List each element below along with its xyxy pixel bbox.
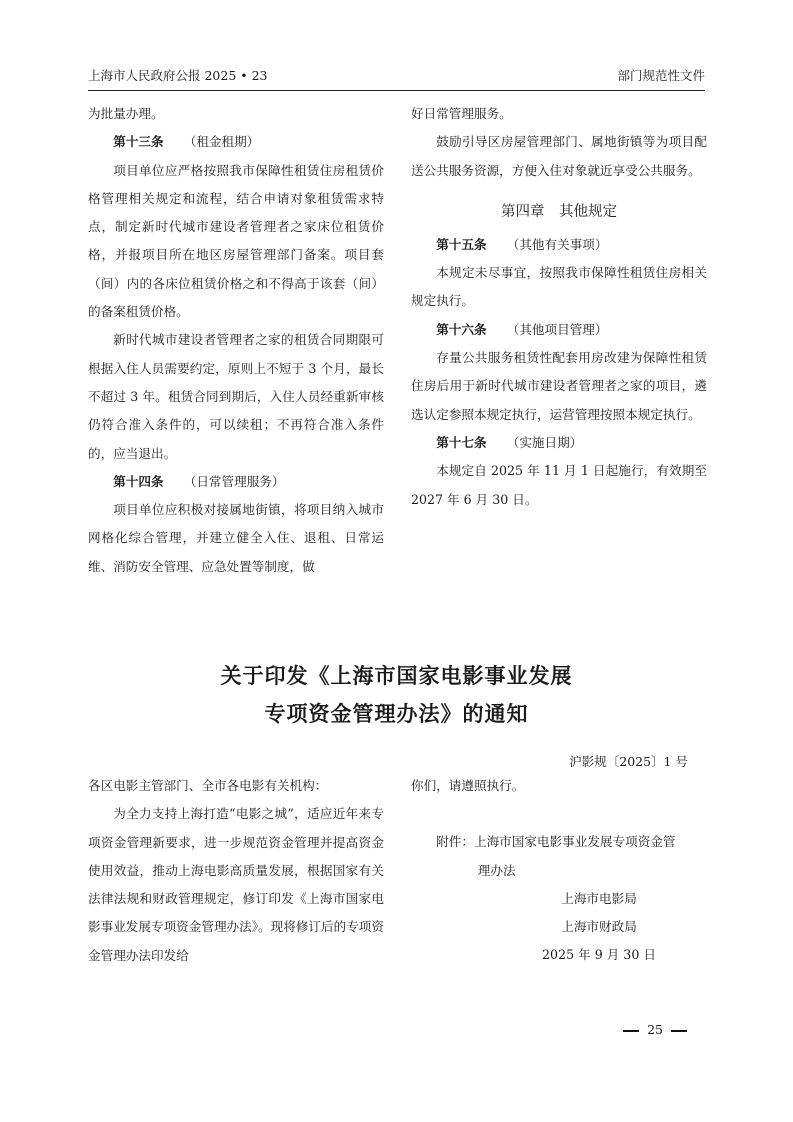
article-title: （实施日期） [506, 434, 583, 450]
paragraph: 本规定未尽事宜，按照我市保障性租赁住房相关规定执行。 [411, 265, 707, 309]
notice-left-column [88, 772, 384, 970]
article-title: （租金租期） [183, 134, 260, 150]
notice-title-line-2: 专项资金管理办法》的通知 [264, 702, 529, 726]
page-header [88, 66, 705, 88]
paragraph: 本规定自 2025 年 11 月 1 日起施行，有效期至 2027 年 6 月 30 日。 [411, 463, 707, 507]
notice-right-column [411, 772, 707, 970]
article-number: 第十七条 [436, 434, 487, 450]
journal-title: 上海市人民政府公报 2025 • 23 [88, 68, 268, 83]
document-number: 沪影规〔2025〕1 号 [569, 754, 688, 769]
paragraph: 为批量办理。 [88, 106, 164, 121]
paragraph: 项目单位应积极对接属地街镇，将项目纳入城市网格化综合管理，并建立健全入住、退租、日常运维、消防安全管理、应急处置等制度，做 [88, 502, 384, 574]
section-category: 部门规范性文件 [617, 68, 705, 83]
section1-right-column [411, 100, 707, 514]
dash-left [623, 1030, 639, 1032]
spacer [411, 800, 707, 828]
attachment-line: 附件：上海市国家电影事业发展专项资金管 [436, 834, 676, 850]
attachment-line-continued: 理办法 [477, 862, 516, 878]
notice-body: 为全力支持上海打造“电影之城”，适应近年来专项资金管理新要求，进一步规范资金管理并提高资金使用效益，推动上海电影高质量发展，根据国家有关法律法规和财政管理规定，修订印发《上海市国家电影事业发展专项资金管理办法》。现将修订后的专项资金管理办法印发给 [88, 806, 384, 963]
article-title: （其他有关事项） [506, 236, 608, 252]
issuer: 上海市财政局 [561, 919, 637, 935]
paragraph: 鼓励引导区房屋管理部门、属地街镇等为项目配送公共服务资源，方便入住对象就近享受公共服务。 [411, 134, 707, 178]
article-13-heading [88, 128, 384, 156]
dash-right [671, 1030, 687, 1032]
article-16-heading [411, 316, 707, 344]
paragraph: 项目单位应严格按照我市保障性租赁住房租赁价格管理相关规定和流程，结合申请对象租赁需求特点，制定新时代城市建设者管理者之家床位租赁价格，并报项目所在地区房屋管理部门备案。项目套（间）内的各床位租赁价格之和不得高于该套（间）的备案租赁价格。 [88, 162, 384, 320]
article-17-heading [411, 429, 707, 457]
article-number: 第十五条 [436, 236, 487, 252]
article-number: 第十六条 [436, 321, 487, 337]
chapter-heading: 第四章 其他规定 [501, 203, 617, 220]
page-number: 25 [647, 1022, 663, 1037]
article-number: 第十四条 [113, 473, 164, 489]
article-15-heading [411, 231, 707, 259]
page-number-footer [615, 1022, 695, 1037]
article-title: （日常管理服务） [183, 473, 285, 489]
article-14-heading [88, 468, 384, 496]
notice-body-continued: 你们，请遵照执行。 [411, 778, 525, 793]
notice-title-line-1: 关于印发《上海市国家电影事业发展 [220, 664, 573, 688]
header-divider [88, 90, 705, 91]
paragraph: 存量公共服务租赁性配套用房改建为保障性租赁住房后用于新时代城市建设者管理者之家的项目，遴选认定参照本规定执行，运营管理按照本规定执行。 [411, 350, 707, 422]
issuer: 上海市电影局 [561, 890, 637, 906]
salutation: 各区电影主管部门、全市各电影有关机构： [88, 778, 328, 793]
paragraph: 新时代城市建设者管理者之家的租赁合同期限可根据入住人员需要约定，原则上不短于 3 个月，最长不超过 3 年。租赁合同到期后，入住人员经重新审核仍符合准入条件的，可以续租；不再符合准入条件的，应当退出。 [88, 332, 384, 461]
paragraph: 好日常管理服务。 [411, 106, 512, 121]
section1-left-column [88, 100, 384, 581]
issue-date: 2025 年 9 月 30 日 [542, 947, 656, 963]
article-title: （其他项目管理） [506, 321, 608, 337]
article-number: 第十三条 [113, 134, 164, 150]
